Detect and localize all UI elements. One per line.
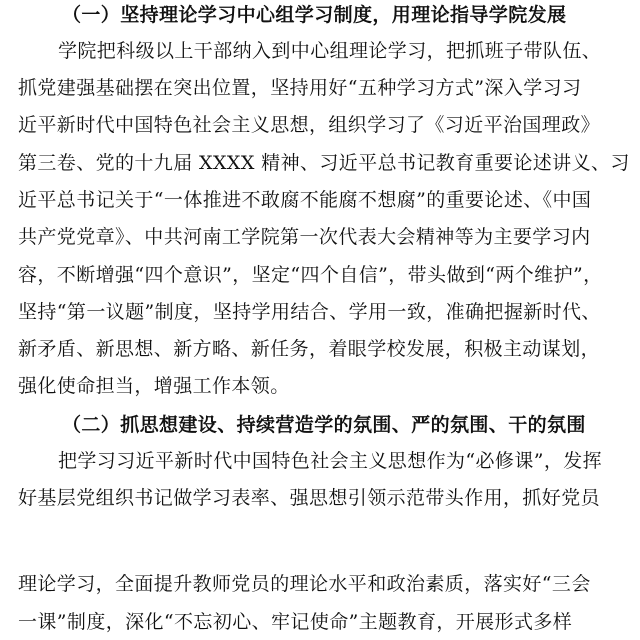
section-1-line-10: 强化使命担当，增强工作本领。: [18, 375, 290, 397]
section-1-line-9: 新矛盾、新思想、新方略、新任务，着眼学校发展，积极主动谋划，: [18, 338, 601, 360]
section-2-heading: （二）抓思想建设、持续营造学的氛围、严的氛围、干的氛围: [62, 414, 586, 436]
section-2-line-3: 理论学习，全面提升教师党员的理论水平和政治素质，落实好“三会: [18, 573, 591, 595]
section-1-line-1: 学院把科级以上干部纳入到中心组理论学习，把抓班子带队伍、: [58, 40, 602, 62]
section-2-line-1: 把学习习近平新时代中国特色社会主义思想作为“必修课”，发挥: [58, 450, 603, 472]
section-1-line-3: 近平新时代中国特色社会主义思想，组织学习了《习近平治国理政》: [18, 114, 601, 136]
section-2-line-2: 好基层党组织书记做学习表率、强思想引领示范带头作用，抓好党员: [18, 487, 601, 509]
section-1-line-8: 坚持“第一议题”制度，坚持学用结合、学用一致，准确把握新时代、: [18, 301, 601, 323]
section-1-line-4: 第三卷、党的十九届 XXXX 精神、习近平总书记教育重要论述讲义、习: [18, 152, 630, 174]
section-1-line-5: 近平总书记关于“一体推进不敢腐不能腐不想腐”的重要论述、《中国: [18, 189, 592, 211]
section-1-line-2: 抓党建强基础摆在突出位置，坚持用好“五种学习方式”深入学习习: [18, 77, 582, 99]
section-2-line-4: 一课”制度，深化“不忘初心、牢记使命”主题教育，开展形式多样: [18, 611, 573, 633]
section-1-heading: （一）坚持理论学习中心组学习制度，用理论指导学院发展: [62, 4, 567, 26]
section-1-line-6: 共产党党章》、中共河南工学院第一次代表大会精神等为主要学习内: [18, 226, 591, 248]
section-1-line-7: 容，不断增强“四个意识”，坚定“四个自信”，带头做到“两个维护”，: [18, 264, 603, 286]
